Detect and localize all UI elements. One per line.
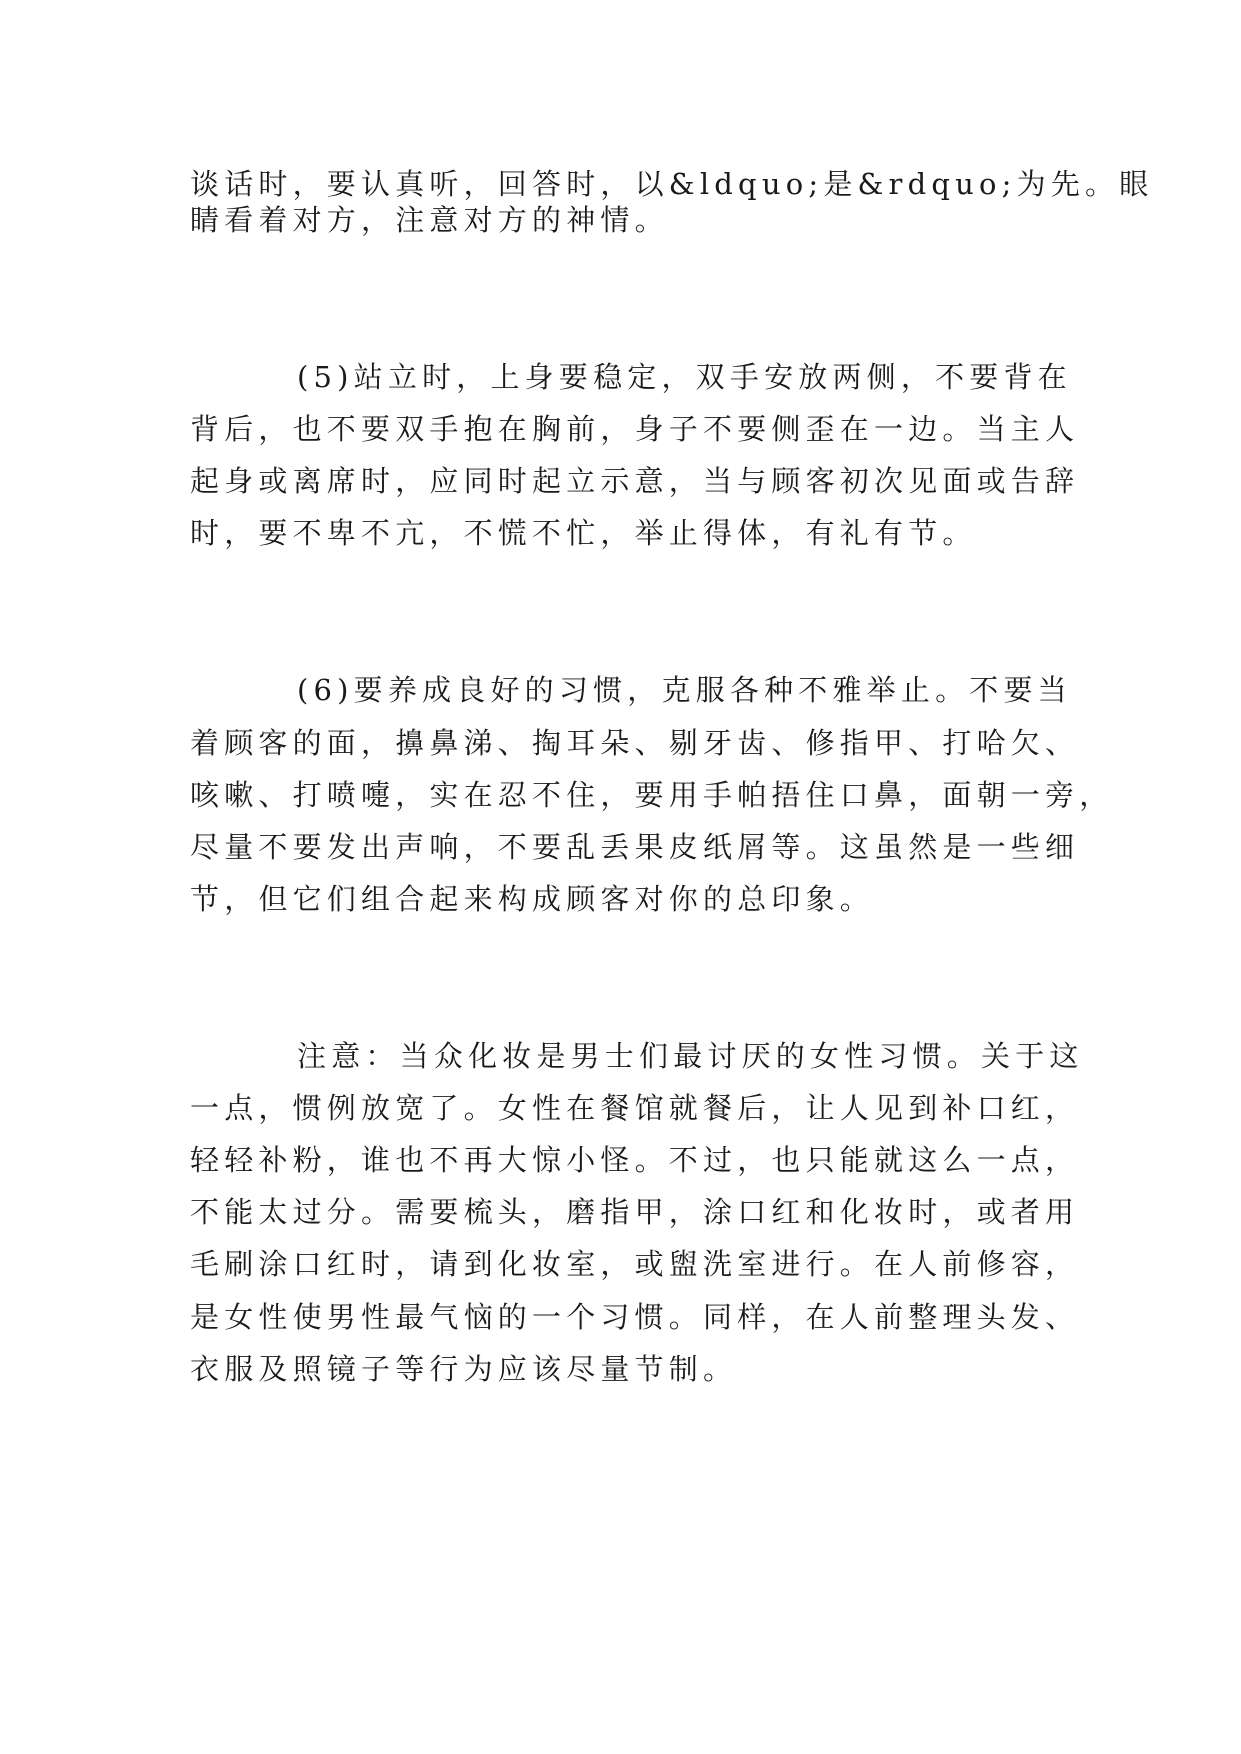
- paragraph-line: (5)站立时，上身要稳定，双手安放两侧，不要背在: [297, 360, 1072, 394]
- paragraph-line: 是女性使男性最气恼的一个习惯。同样，在人前整理头发、: [190, 1300, 1080, 1334]
- paragraph-line: 着顾客的面，擤鼻涕、掏耳朵、剔牙齿、修指甲、打哈欠、: [190, 726, 1080, 760]
- paragraph-line: 起身或离席时，应同时起立示意，当与顾客初次见面或告辞: [190, 464, 1080, 498]
- paragraph-line: 衣服及照镜子等行为应该尽量节制。: [190, 1352, 738, 1386]
- paragraph-line: 轻轻补粉，谁也不再大惊小怪。不过，也只能就这么一点，: [190, 1143, 1080, 1177]
- paragraph-line: (6)要养成良好的习惯，克服各种不雅举止。不要当: [297, 673, 1072, 707]
- paragraph-line: 注意：当众化妆是男士们最讨厌的女性习惯。关于这: [297, 1039, 1084, 1073]
- paragraph-line: 睛看着对方，注意对方的神情。: [190, 203, 669, 237]
- paragraph-line: 节，但它们组合起来构成顾客对你的总印象。: [190, 882, 875, 916]
- paragraph-line: 谈话时，要认真听，回答时，以&ldquo;是&rdquo;为先。眼: [190, 167, 1154, 201]
- paragraph-line: 一点，惯例放宽了。女性在餐馆就餐后，让人见到补口红，: [190, 1091, 1080, 1125]
- paragraph-line: 不能太过分。需要梳头，磨指甲，涂口红和化妆时，或者用: [190, 1195, 1080, 1229]
- paragraph-line: 毛刷涂口红时，请到化妆室，或盥洗室进行。在人前修容，: [190, 1247, 1080, 1281]
- paragraph-line: 背后，也不要双手抱在胸前，身子不要侧歪在一边。当主人: [190, 412, 1080, 446]
- paragraph-line: 咳嗽、打喷嚏，实在忍不住，要用手帕捂住口鼻，面朝一旁，: [190, 778, 1114, 812]
- paragraph-line: 时，要不卑不亢，不慌不忙，举止得体，有礼有节。: [190, 516, 977, 550]
- paragraph-line: 尽量不要发出声响，不要乱丢果皮纸屑等。这虽然是一些细: [190, 830, 1080, 864]
